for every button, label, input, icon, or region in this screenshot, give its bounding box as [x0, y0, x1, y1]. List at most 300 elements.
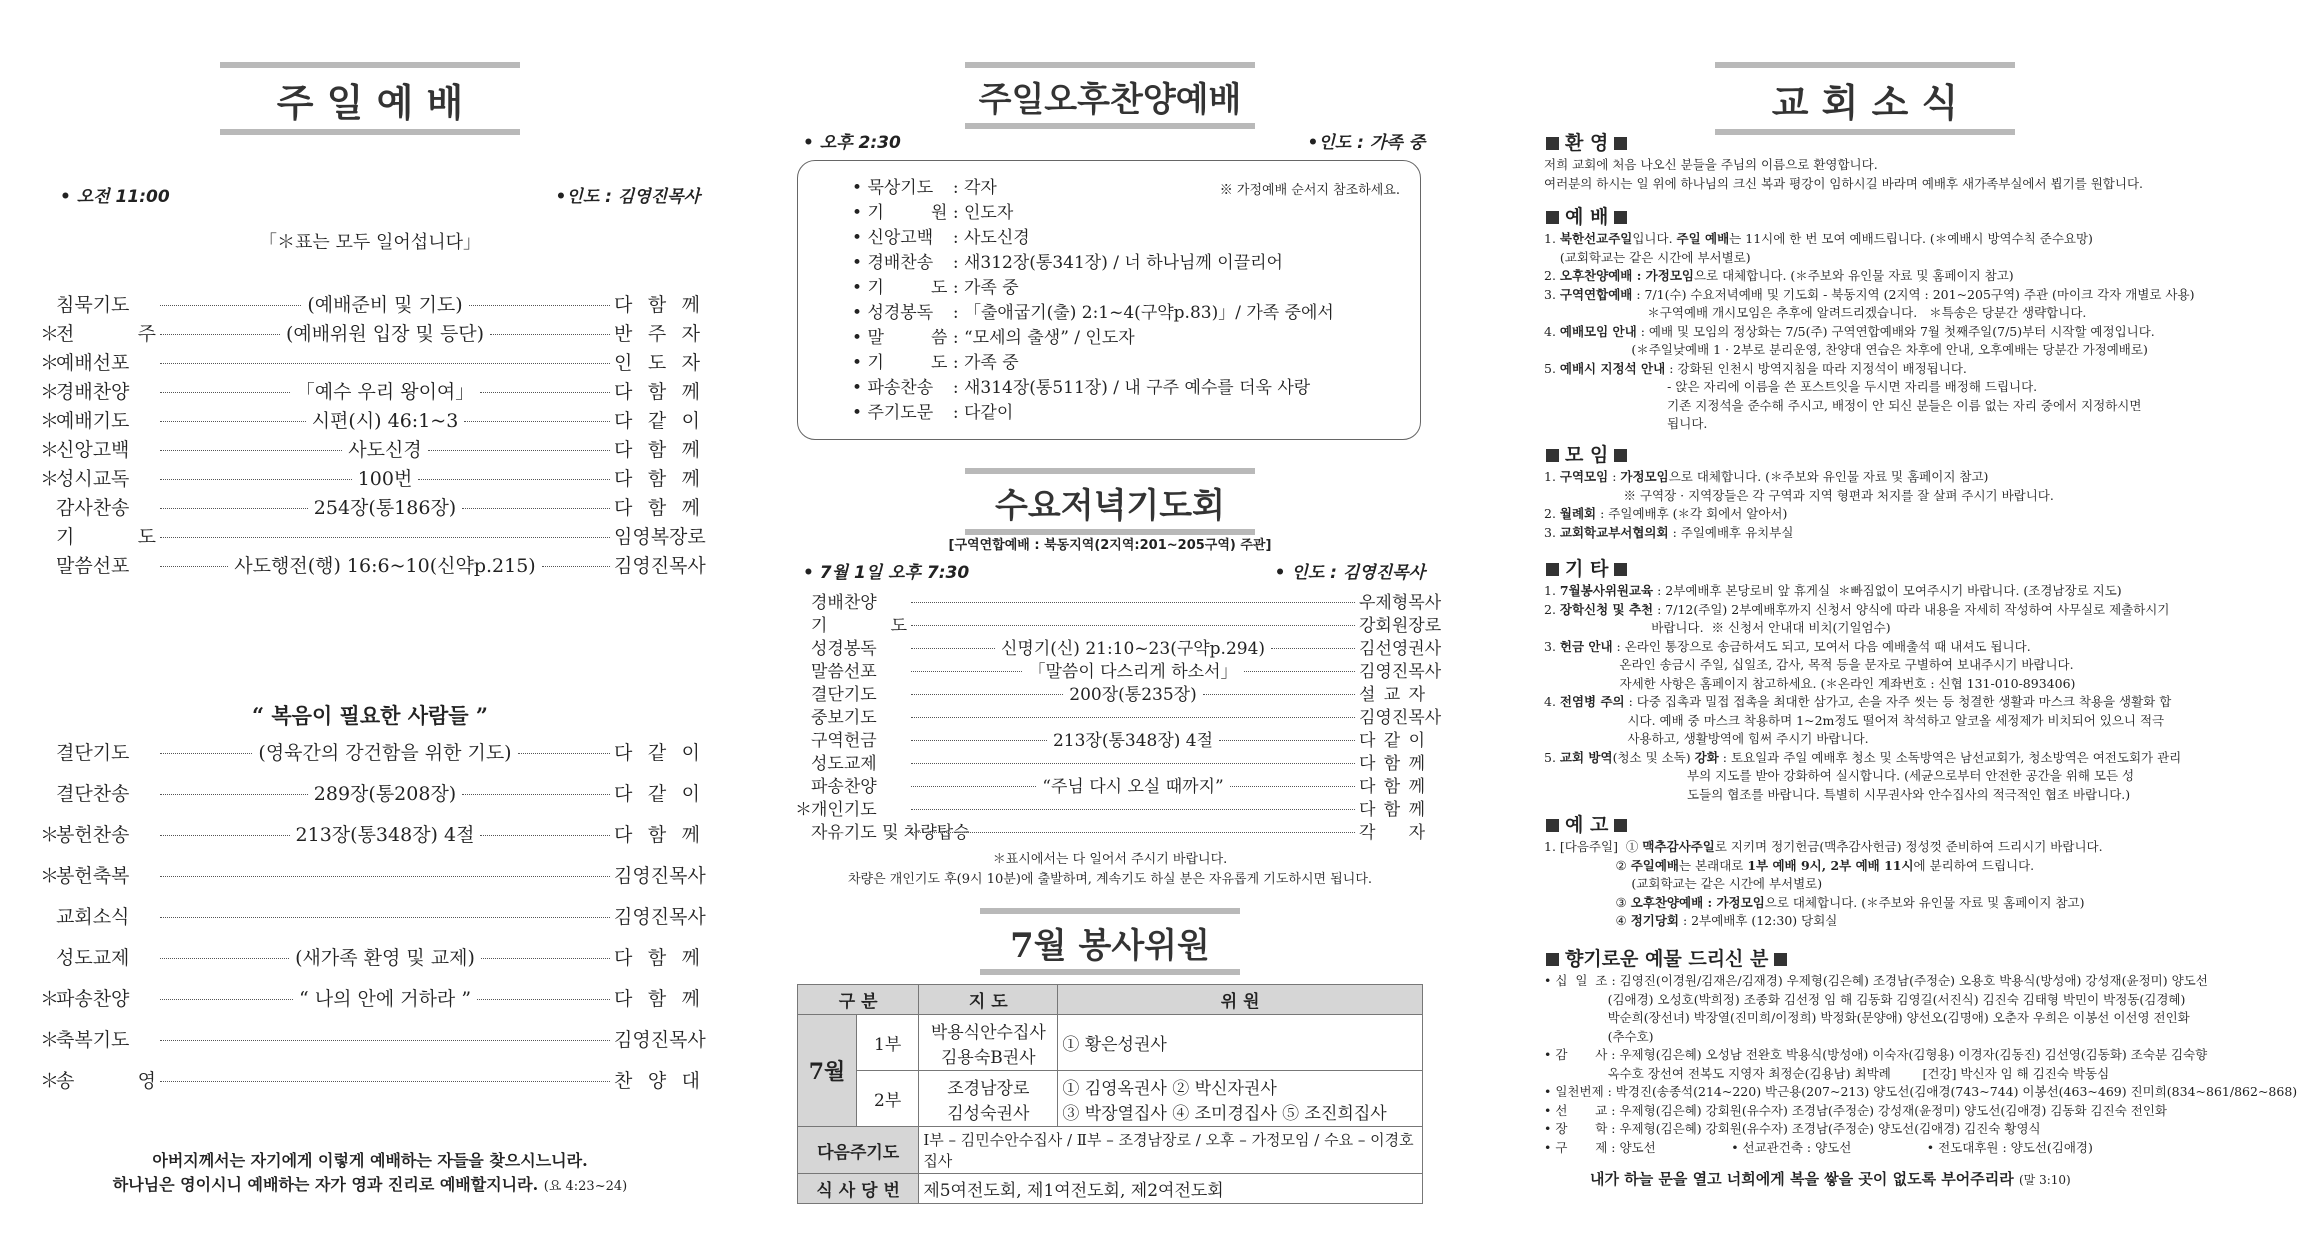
news-line: 3. 헌금 안내 : 온라인 통장으로 송금하셔도 되고, 모여서 다음 예배출석 때 내셔도 됩니다.: [1544, 638, 2031, 654]
news-line: (＊주일낮예배 1 · 2부로 분리운영, 찬양대 연습은 차후에 안내, 오후예배는 당분간 가정예배로): [1544, 342, 2148, 357]
news-line: 옥수호 장선여 전복도 지영자 최정순(김용남) 최박례 [건강] 박신자 임 해 김진숙 박동심: [1544, 1065, 2110, 1081]
verse-line-2-text: 하나님은 영이시니 예배하는 자가 영과 진리로 예배할지니라.: [112, 1175, 539, 1194]
liturgy-detail: 254장(통186장): [313, 497, 457, 519]
separator: :: [947, 403, 964, 423]
wednesday-leader: • 인도 : 김영진목사: [1274, 563, 1425, 583]
meeting-heading-text: 모 임: [1565, 444, 1609, 466]
church-news-title-block: [1715, 62, 2015, 135]
dot-leader: [160, 1040, 610, 1041]
dot-leader: [911, 832, 1355, 833]
liturgy-person: 다 함 께: [614, 294, 701, 316]
afternoon-order-box: [797, 160, 1421, 440]
order-line: [852, 273, 1019, 298]
square-icon: [1546, 211, 1559, 224]
liturgy-detail: (예배위원 입장 및 등단): [285, 323, 485, 345]
news-line: 4. 예배모임 안내 : 예배 및 모임의 정상화는 7/5(주) 구역연합예배와 7월 첫째주일(7/5)부터 시작할 예정입니다.: [1544, 323, 2155, 339]
bullet: •: [852, 278, 868, 298]
liturgy-row: [40, 464, 700, 492]
square-icon: [1614, 211, 1627, 224]
order-value: “모세의 출생” / 인도자: [963, 328, 1135, 348]
welcome-heading-text: 환 영: [1565, 132, 1609, 154]
liturgy-person: 김선영권사: [1359, 639, 1442, 659]
order-line: [852, 323, 1135, 348]
separator: :: [947, 278, 964, 298]
liturgy-detail: 100번: [357, 468, 413, 490]
liturgy-label: 성경봉독: [811, 639, 877, 659]
news-line: 사용하고, 생활방역에 힘써 주시기 바랍니다.: [1544, 731, 1869, 746]
dot-leader: [160, 392, 290, 393]
dot-leader: [428, 450, 610, 451]
liturgy-person: 김영진목사: [614, 906, 706, 928]
dot-leader: [911, 786, 1036, 787]
bullet: •: [852, 203, 868, 223]
church-news-title: 교 회 소 식: [1771, 80, 1959, 125]
wednesday-title-block: [965, 468, 1255, 535]
news-line: • 일천번제 : 박경진(송종석(214~220) 박근용(207~213) 양도선(김애경(743~744) 이봉선(463~469) 진미희(834~861/862~868): [1544, 1084, 2297, 1099]
liturgy-person: 다 함 께: [1359, 777, 1425, 797]
liturgy-label: 교회소식: [56, 906, 130, 928]
worship-time: • 오전 11:00: [60, 187, 170, 207]
liturgy-row: [795, 680, 1425, 705]
order-label: 기 도: [867, 278, 948, 298]
dot-leader: [911, 763, 1355, 764]
liturgy-row: [795, 634, 1442, 659]
news-line: 자세한 사항은 홈페이지 참고하세요. (＊온라인 계좌번호 : 신협 131-010-893406): [1544, 675, 2076, 691]
news-line: 1. 7월봉사위원교육 : 2부예배후 본당로비 앞 휴게실 ＊빠짐없이 모여주시기 바랍니다. (조경남장로 지도): [1544, 583, 2122, 598]
dot-leader: [518, 753, 610, 754]
liturgy-row: [40, 377, 700, 405]
liturgy-detail: “ 나의 안에 거하라 ”: [298, 988, 472, 1010]
square-icon: [1546, 953, 1559, 966]
news-line: (추수호): [1544, 1028, 1654, 1044]
liturgy-row: [795, 588, 1442, 613]
meal-duty-value: 제5여전도회, 제1여전도회, 제2여전도회: [919, 1174, 1423, 1204]
order-label: 주기도문: [867, 403, 934, 423]
header-gubun: 구 분: [798, 985, 919, 1015]
news-line: ＊구역예배 개시모임은 추후에 알려드리겠습니다. ＊특송은 당분간 생략합니다.: [1544, 305, 2087, 320]
closing-verse-text: 내가 하늘 문을 열고 너희에게 복을 쌓을 곳이 없도록 부어주리라: [1590, 1170, 2014, 1188]
liturgy-person: 다 함 께: [1359, 754, 1425, 774]
star-mark: ＊: [40, 1070, 60, 1092]
order-label: 신앙고백: [867, 228, 934, 248]
liturgy-row: [40, 984, 700, 1012]
liturgy-row: [40, 290, 700, 318]
dot-leader: [160, 334, 280, 335]
dot-leader: [160, 508, 308, 509]
liturgy-label: 경배찬양: [56, 381, 130, 403]
meeting-heading: [1540, 440, 1633, 467]
liturgy-label: 결단찬송: [56, 783, 130, 805]
title-bar-bottom: [965, 123, 1255, 129]
title-bar-bottom: [980, 969, 1240, 975]
wednesday-host: [구역연합예배 : 북동지역(2지역:201~205구역) 주관]: [948, 538, 1272, 553]
liturgy-row: [40, 861, 706, 889]
liturgy-label: 신앙고백: [56, 439, 130, 461]
next-prayer-label: 다음주기도: [798, 1127, 919, 1174]
liturgy-person: 김영진목사: [1359, 662, 1442, 682]
dot-leader: [1219, 740, 1355, 741]
liturgy-person: 다 함 께: [614, 824, 700, 846]
liturgy-person: 김영진목사: [614, 1029, 706, 1051]
dot-leader: [481, 958, 610, 959]
liturgy-detail: 213장(통348장) 4절: [1052, 731, 1214, 751]
liturgy-detail: 213장(통348장) 4절: [295, 824, 475, 846]
separator: :: [947, 253, 964, 273]
order-value: 가족 중: [963, 278, 1019, 298]
dot-leader: [1244, 671, 1355, 672]
liturgy-row: [795, 611, 1442, 636]
news-line: 여러분의 하시는 일 위에 하나님의 크신 복과 평강이 임하시길 바라며 예배후 새가족부실에서 뵙기를 원합니다.: [1544, 175, 2144, 191]
dot-leader: [160, 835, 290, 836]
sunday-worship-title: 주 일 예 배: [276, 80, 464, 125]
liturgy-row: [795, 772, 1425, 797]
news-line: 기존 지정석을 준수해 주시고, 배정이 안 되신 분들은 이름 없는 자리 중에서 지정하시면: [1544, 397, 2142, 413]
news-line: 바랍니다. ※ 신청서 안내대 비치(기일엄수): [1544, 620, 1891, 635]
liturgy-detail: 289장(통208장): [313, 783, 457, 805]
wednesday-foot-1: ＊표시에서는 다 일어서 주시기 바랍니다.: [992, 852, 1228, 867]
dot-leader: [464, 421, 610, 422]
order-value: 각자: [963, 178, 997, 198]
news-line: 2. 월례회 : 주일예배후 (＊각 회에서 알아서): [1544, 506, 1788, 521]
afternoon-time: • 오후 2:30: [803, 133, 901, 153]
dot-leader: [160, 753, 252, 754]
liturgy-label: 파송찬양: [811, 777, 877, 797]
dot-leader: [1271, 648, 1355, 649]
part-2-leader-2: 김성숙권사: [947, 1103, 1030, 1124]
worship-heading: [1540, 202, 1633, 229]
news-line: ② 주일예배는 본래대로 1부 예배 9시, 2부 예배 11시에 분리하여 드립니다.: [1544, 857, 2035, 873]
news-line: ④ 정기당회 : 2부예배후 (12:30) 당회실: [1544, 913, 1838, 928]
separator: :: [947, 303, 964, 323]
dot-leader: [160, 566, 228, 567]
news-line: 1. 구역모임 : 가정모임으로 대체합니다. (＊주보와 유인물 자료 및 홈페이지 참고): [1544, 469, 1989, 484]
news-line: 도들의 협조를 바랍니다. 특별히 시무권사와 안수집사의 적극적인 협조 바랍니다.): [1544, 786, 2131, 802]
dot-leader: [160, 794, 308, 795]
order-line: [852, 248, 1283, 273]
news-line: 5. 예배시 지정석 안내 : 강화된 인천시 방역지침을 따라 지정석이 배정됩니다.: [1544, 360, 1967, 376]
news-line: (교회학교는 같은 시간에 부서별로): [1544, 249, 1751, 265]
standing-note: 「＊표는 모두 일어섭니다」: [259, 232, 481, 253]
order-value: 다같이: [963, 403, 1014, 423]
order-line: [852, 398, 1013, 423]
table-row: [798, 1071, 1423, 1127]
liturgy-person: 반 주 자: [614, 323, 701, 345]
liturgy-detail: (예배준비 및 기도): [307, 294, 463, 316]
news-line: • 장 학 : 우제형(김은혜) 강회원(유수자) 조경남(주정순) 양도선(김애경) 김진숙 황영식: [1544, 1121, 2041, 1136]
square-icon: [1546, 563, 1559, 576]
liturgy-detail: 신명기(신) 21:10~23(구약p.294): [1000, 639, 1266, 659]
table-header-row: [798, 985, 1423, 1015]
volunteers-title-block: [980, 908, 1240, 975]
order-line: [852, 373, 1310, 398]
liturgy-label: 중보기도: [811, 708, 877, 728]
liturgy-label: 결단기도: [56, 742, 130, 764]
wednesday-foot-2: 차량은 개인기도 후(9시 10분)에 출발하며, 계속기도 하실 분은 자유롭게 기도하시면 됩니다.: [847, 872, 1373, 887]
star-mark: ＊: [40, 1029, 60, 1051]
worship-news: [1544, 230, 2194, 434]
liturgy-label: 축복기도: [56, 1029, 130, 1051]
liturgy-row: [40, 348, 700, 376]
liturgy-person: 다 함 께: [614, 468, 700, 490]
square-icon: [1614, 563, 1627, 576]
liturgy-row: [40, 1066, 700, 1094]
part-1-members: ① 황은성권사: [1058, 1015, 1423, 1071]
bullet: •: [852, 403, 868, 423]
dot-leader: [480, 835, 610, 836]
dot-leader: [911, 625, 1355, 626]
liturgy-person: 김영진목사: [614, 865, 706, 887]
order-label: 말 씀: [867, 328, 948, 348]
dot-leader: [160, 305, 301, 306]
star-mark: ＊: [40, 988, 60, 1010]
meeting-news: [1544, 468, 2054, 542]
liturgy-label: 개인기도: [811, 800, 877, 820]
title-bar-bottom: [220, 129, 520, 135]
afternoon-title-block: [965, 62, 1255, 129]
liturgy-detail: 사도신경: [348, 439, 422, 461]
dot-leader: [160, 450, 342, 451]
meal-duty-label: 식 사 당 번: [798, 1174, 919, 1204]
offering-heading: [1540, 944, 1793, 971]
news-line: - 앉은 자리에 이름을 쓴 포스트잇을 두시면 자리를 배정해 드립니다.: [1544, 379, 2038, 394]
dot-leader: [542, 566, 610, 567]
news-line: • 선 교 : 우제형(김은혜) 강회원(유수자) 조경남(주정순) 강성재(윤정미) 양도선(김애경) 김동화 김진숙 전인화: [1544, 1102, 2167, 1118]
liturgy-detail: 200장(통235장): [1069, 685, 1197, 705]
news-line: 저희 교회에 처음 나오신 분들을 주님의 이름으로 환영합니다.: [1544, 157, 1878, 172]
liturgy-row: [40, 435, 700, 463]
news-line: 3. 구역연합예배 : 7/1(수) 수요저녁예배 및 기도회 - 북동지역 (2지역 : 201~205구역) 주관 (마이크 각자 개별로 사용): [1544, 286, 2195, 302]
liturgy-label: 성도교제: [56, 947, 130, 969]
dot-leader: [160, 876, 610, 877]
part-2-members-2: ③ 박장열집사 ④ 조미경집사 ⑤ 조진희집사: [1062, 1103, 1387, 1124]
dot-leader: [462, 794, 610, 795]
liturgy-person: 다 함 께: [614, 497, 701, 519]
worship-leader: •인도 : 김영진목사: [555, 187, 700, 207]
liturgy-row: [795, 818, 1425, 843]
dot-leader: [911, 671, 1022, 672]
liturgy-label: 침묵기도: [56, 294, 130, 316]
dot-leader: [911, 648, 995, 649]
news-line: (교회학교는 같은 시간에 부서별로): [1544, 876, 1823, 891]
liturgy-label: 예배기도: [56, 410, 130, 432]
order-label: 묵상기도: [867, 178, 934, 198]
news-line: (김애경) 오성호(박희정) 조종화 김선정 임 해 김동화 김영길(서진식) 김진숙 김태형 박민이 박정동(김경혜): [1544, 991, 2186, 1007]
order-line: [852, 198, 1013, 223]
notice-heading-text: 예 고: [1565, 814, 1609, 836]
liturgy-person: 각 자: [1359, 823, 1425, 843]
liturgy-person: 인 도 자: [614, 352, 700, 374]
bullet: •: [852, 303, 868, 323]
separator: :: [947, 353, 964, 373]
table-row: [798, 1174, 1423, 1204]
dot-leader: [469, 305, 610, 306]
dot-leader: [160, 421, 306, 422]
liturgy-person: 우제형목사: [1359, 593, 1442, 613]
liturgy-label: 기 도: [56, 526, 156, 548]
liturgy-row: [795, 657, 1442, 682]
liturgy-label: 자유기도 및 차량탑승: [811, 823, 970, 843]
dot-leader: [160, 363, 610, 364]
liturgy-person: 다 함 께: [1359, 800, 1425, 820]
dot-leader: [160, 479, 352, 480]
afternoon-column: [795, 0, 1442, 1240]
dot-leader: [160, 999, 293, 1000]
liturgy-row: [40, 406, 700, 434]
dot-leader: [480, 392, 610, 393]
etc-heading: [1540, 554, 1633, 581]
closing-verse: [1590, 1170, 2071, 1190]
bullet: •: [852, 253, 868, 273]
sunday-worship-column: [40, 0, 706, 1240]
etc-news: [1544, 582, 2181, 804]
order-value: 가족 중: [963, 353, 1019, 373]
afternoon-title: 주일오후찬양예배: [978, 80, 1242, 120]
liturgy-label: 감사찬송: [56, 497, 130, 519]
liturgy-person: 다 같 이: [614, 410, 701, 432]
liturgy-person: 김영진목사: [1359, 708, 1442, 728]
liturgy-row: [40, 551, 706, 579]
title-bar-bottom: [1715, 129, 2015, 135]
liturgy-label: 성시교독: [56, 468, 130, 490]
part-1-leader-cell: [919, 1015, 1058, 1071]
table-row: [798, 1127, 1423, 1174]
dot-leader: [160, 537, 610, 538]
separator: :: [947, 328, 964, 348]
liturgy-label: 결단기도: [811, 685, 877, 705]
dot-leader: [160, 1081, 610, 1082]
star-mark: ＊: [40, 439, 60, 461]
news-line: • 구 제 : 양도선 • 선교관건축 : 양도선 • 전도대후원 : 양도선(김애경): [1544, 1139, 2093, 1155]
liturgy-row: [40, 522, 706, 550]
liturgy-row: [795, 726, 1426, 751]
family-worship-note: ※ 가정예배 순서지 참조하세요.: [1219, 183, 1400, 198]
part-1-leader-1: 박용식안수집사: [930, 1022, 1046, 1043]
dot-leader: [911, 740, 1047, 741]
liturgy-person: 다 함 께: [614, 947, 700, 969]
news-line: 5. 교회 방역(청소 및 소독) 강화 : 토요일과 주일 예배후 청소 및 소독방역은 남선교회가, 청소방역은 여전도회가 관리: [1544, 749, 2182, 765]
news-line: 1. [다음주일] ① 맥추감사주일로 지키며 정기헌금(맥추감사헌금) 정성껏 준비하여 드리시기 바랍니다.: [1544, 839, 2103, 854]
dot-leader: [911, 717, 1355, 718]
liturgy-person: 강회원장로: [1359, 616, 1442, 636]
liturgy-detail: 「말씀이 다스리게 하소서」: [1028, 662, 1238, 682]
news-line: ※ 구역장 · 지역장들은 각 구역과 지역 형편과 처지를 잘 살펴 주시기 바랍니다.: [1544, 487, 2054, 503]
news-line: • 십 일 조 : 김영진(이경원/김재은/김재경) 우제형(김은혜) 조경남(주정순) 오용호 박용식(방성애) 강성재(윤정미) 양도선: [1544, 973, 2208, 988]
square-icon: [1614, 449, 1627, 462]
part-2-cell: 2부: [857, 1071, 919, 1127]
liturgy-row: [40, 319, 700, 347]
liturgy-row: [795, 749, 1425, 774]
order-label: 경배찬송: [867, 253, 934, 273]
liturgy-detail: (영육간의 강건함을 위한 기도): [258, 742, 512, 764]
part-2-leader-1: 조경남장로: [947, 1078, 1030, 1099]
dot-leader: [911, 809, 1355, 810]
star-mark: ＊: [40, 323, 60, 345]
liturgy-label: 구역헌금: [811, 731, 877, 751]
order-value: 새314장(통511장) / 내 구주 예수를 더욱 사랑: [963, 378, 1311, 398]
order-label: 파송찬송: [867, 378, 934, 398]
header-jido: 지 도: [919, 985, 1058, 1015]
order-value: 새312장(통341장) / 너 하나님께 이끌리어: [963, 253, 1283, 273]
news-line: ③ 오후찬양예배 : 가정모임으로 대체합니다. (＊주보와 유인물 자료 및 홈페이지 참고): [1544, 894, 2085, 910]
news-line: 2. 장학신청 및 추천 : 7/12(주일) 2부예배후까지 신청서 양식에 따라 내용을 자세히 작성하여 사무실로 제출하시기: [1544, 601, 2170, 617]
order-value: 사도신경: [963, 228, 1030, 248]
offering-list: [1544, 972, 2297, 1157]
month-cell: 7월: [798, 1015, 857, 1127]
liturgy-detail: 시편(시) 46:1~3: [311, 410, 459, 432]
part-1-cell: 1부: [857, 1015, 919, 1071]
liturgy-row: [40, 820, 700, 848]
square-icon: [1546, 449, 1559, 462]
liturgy-person: 다 함 께: [614, 381, 700, 403]
liturgy-person: 다 같 이: [614, 783, 701, 805]
dot-leader: [160, 917, 610, 918]
dot-leader: [1203, 694, 1355, 695]
liturgy-row: [795, 703, 1442, 728]
separator: :: [947, 228, 964, 248]
star-mark: ＊: [40, 381, 60, 403]
dot-leader: [160, 958, 289, 959]
sunday-worship-title-block: [220, 62, 520, 135]
notice-news: [1544, 838, 2103, 931]
order-line: [852, 298, 1334, 323]
news-line: 3. 교회학교부서협의회 : 주일예배후 유치부실: [1544, 524, 1794, 540]
liturgy-person: 임영복장로: [614, 526, 706, 548]
news-line: 박순희(장선녀) 박장열(진미희/이정희) 박정화(문양애) 양선오(김명애) 오춘자 우희은 이봉선 이선영 전인화: [1544, 1010, 2190, 1025]
news-line: 됩니다.: [1544, 416, 1708, 431]
welcome-heading: [1540, 128, 1633, 155]
welcome-text: [1544, 156, 2143, 193]
dot-leader: [418, 479, 610, 480]
star-mark: ＊: [40, 865, 60, 887]
star-mark: ＊: [40, 410, 60, 432]
order-label: 기 도: [867, 353, 948, 373]
next-prayer-value: Ⅰ부 – 김민수안수집사 / Ⅱ부 – 조경남장로 / 오후 – 가정모임 / 수요 – 이경호집사: [919, 1127, 1423, 1174]
news-line: 부의 지도를 받아 강화하여 실시합니다. (세균으로부터 안전한 공간을 위해 모든 성: [1544, 768, 2135, 783]
liturgy-row: [795, 795, 1425, 820]
star-mark: ＊: [40, 468, 60, 490]
part-2-members: [1058, 1071, 1423, 1127]
order-value: 「출애굽기(출) 2:1~4(구약p.83)」/ 가족 중에서: [963, 303, 1334, 323]
news-line: 1. 북한선교주일입니다. 주일 예배는 11시에 한 번 모여 예배드립니다. (＊예배시 방역수칙 준수요망): [1544, 231, 2093, 246]
dot-leader: [1230, 786, 1355, 787]
square-icon: [1774, 953, 1787, 966]
part-2-members-1: ① 김영옥권사 ② 박신자권사: [1062, 1078, 1277, 1099]
news-line: 4. 전염병 주의 : 다중 집촉과 밀접 접촉을 최대한 삼가고, 손을 자주 씻는 등 청결한 생활과 마스크 착용을 생활화 합: [1544, 694, 2172, 709]
liturgy-detail: 사도행전(행) 16:6~10(신약p.215): [234, 555, 536, 577]
bullet: •: [852, 353, 868, 373]
sermon-title: “ 복음이 필요한 사람들 ”: [252, 703, 488, 728]
liturgy-person: 다 같 이: [614, 742, 701, 764]
order-line: [852, 223, 1030, 248]
volunteers-table: [797, 984, 1423, 1204]
volunteers-title: 7월 봉사위원: [1010, 926, 1210, 966]
etc-heading-text: 기 타: [1565, 558, 1609, 580]
order-line: [852, 173, 997, 198]
news-line: • 감 사 : 우제형(김은혜) 오성남 전완호 박용식(방성애) 이숙자(김형용) 이경자(김동진) 김선영(김동화) 조숙분 김숙향: [1544, 1047, 2208, 1062]
liturgy-person: 다 같 이: [1359, 731, 1426, 751]
church-news-column: [1540, 0, 2297, 1240]
liturgy-person: 김영진목사: [614, 555, 706, 577]
verse-line-2: [40, 1172, 700, 1195]
separator: :: [947, 378, 964, 398]
separator: :: [947, 203, 964, 223]
table-row: [798, 1015, 1423, 1071]
liturgy-row: [40, 943, 700, 971]
part-1-leader-2: 김용숙B권사: [941, 1047, 1036, 1068]
closing-verse-ref: (말 3:10): [2018, 1173, 2071, 1187]
liturgy-person: 찬 양 대: [614, 1070, 700, 1092]
bullet: •: [852, 328, 868, 348]
